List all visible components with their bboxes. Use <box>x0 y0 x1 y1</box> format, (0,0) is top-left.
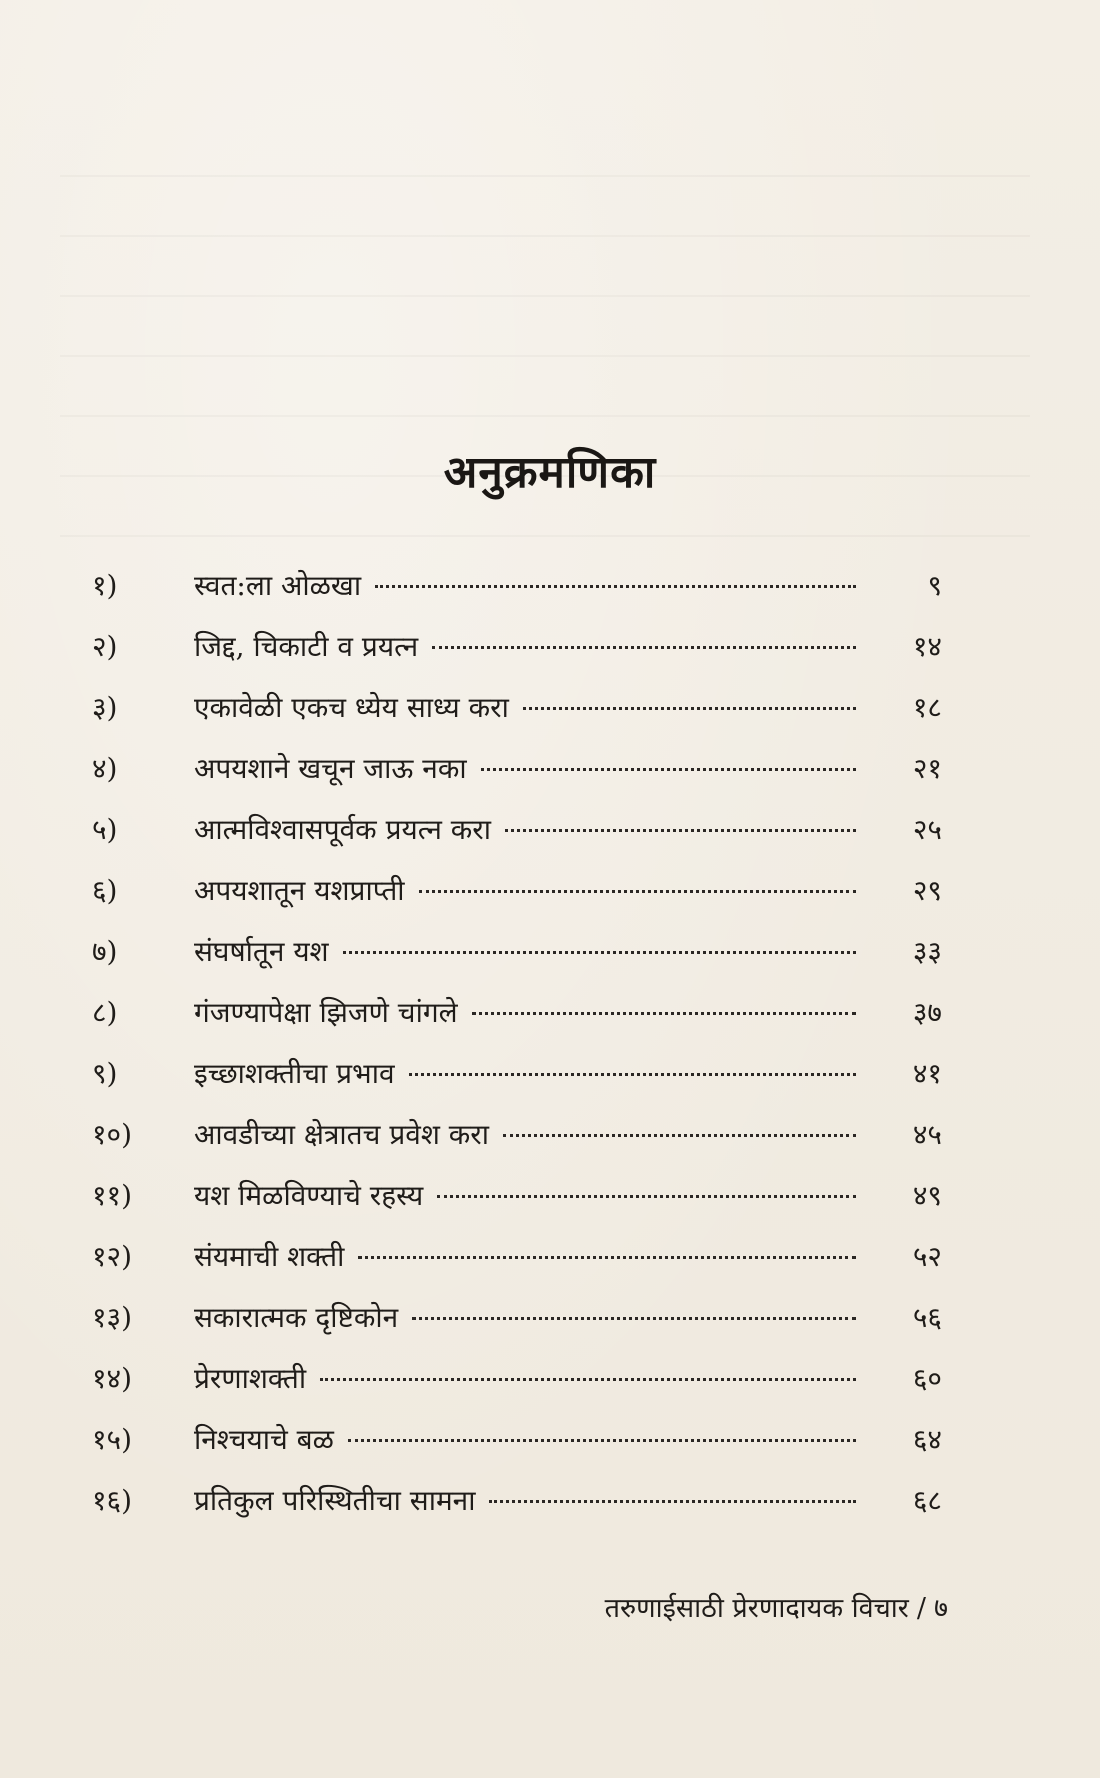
toc-entry-page: ५६ <box>912 1301 942 1334</box>
toc-entry-title: सकारात्मक दृष्टिकोन <box>194 1301 399 1334</box>
toc-entry <box>92 1481 942 1542</box>
toc-entry-title: निश्चयाचे बळ <box>194 1423 334 1456</box>
toc-entry <box>92 749 942 810</box>
toc-entry <box>92 1298 942 1359</box>
dot-leader <box>505 829 856 832</box>
toc-entry-page: ६० <box>912 1362 942 1395</box>
toc-entry-title: अपयशातून यशप्राप्ती <box>194 874 405 907</box>
toc-entry <box>92 1176 942 1237</box>
toc-entry <box>92 1115 942 1176</box>
toc-entry-title: जिद्द, चिकाटी व प्रयत्न <box>194 630 419 663</box>
footer-book-title: तरुणाईसाठी प्रेरणादायक विचार <box>604 1593 909 1624</box>
toc-entry-number: १४) <box>92 1362 133 1395</box>
bleed-through-line <box>60 415 1030 417</box>
bleed-through-line <box>60 535 1030 537</box>
toc-entry-title: यश मिळविण्याचे रहस्य <box>194 1179 424 1212</box>
dot-leader <box>412 1317 856 1320</box>
toc-entry-number: ११) <box>92 1179 133 1212</box>
toc-entry-title: आत्मविश्वासपूर्वक प्रयत्न करा <box>194 813 491 846</box>
dot-leader <box>523 707 856 710</box>
toc-entry-page: २१ <box>912 752 942 785</box>
toc-entry-title: आवडीच्या क्षेत्रातच प्रवेश करा <box>194 1118 489 1151</box>
bleed-through-line <box>60 355 1030 357</box>
toc-entry <box>92 993 942 1054</box>
toc-entry-page: ४५ <box>912 1118 942 1151</box>
toc-entry-number: ४) <box>92 752 118 785</box>
footer-separator: / <box>916 1593 926 1624</box>
toc-entry-page: १८ <box>912 691 942 724</box>
dot-leader <box>432 646 856 649</box>
toc-entry-number: १५) <box>92 1423 133 1456</box>
dot-leader <box>472 1012 856 1015</box>
toc-entry-page: ४९ <box>912 1179 942 1212</box>
toc-entry-number: ५) <box>92 813 118 846</box>
toc-entry <box>92 871 942 932</box>
toc-entry-page: १४ <box>912 630 942 663</box>
toc-entry-page: ५२ <box>912 1240 942 1273</box>
bleed-through-line <box>60 235 1030 237</box>
toc-entry-title: गंजण्यापेक्षा झिजणे चांगले <box>194 996 458 1029</box>
dot-leader <box>409 1073 856 1076</box>
toc-entry-page: २९ <box>912 874 942 907</box>
toc-entry <box>92 1420 942 1481</box>
toc-entry <box>92 566 942 627</box>
toc-entry-number: ८) <box>92 996 118 1029</box>
dot-leader <box>320 1378 856 1381</box>
toc-entry-number: ३) <box>92 691 118 724</box>
dot-leader <box>437 1195 856 1198</box>
bleed-through-line <box>60 295 1030 297</box>
toc-entry-number: १६) <box>92 1484 133 1517</box>
bleed-through-line <box>60 175 1030 177</box>
toc-entry-number: २) <box>92 630 118 663</box>
toc-entry-title: संघर्षातून यश <box>194 935 329 968</box>
toc-entry-page: ४१ <box>912 1057 942 1090</box>
toc-entry <box>92 1054 942 1115</box>
running-footer <box>605 1588 948 1625</box>
dot-leader <box>343 951 856 954</box>
page-title: अनुक्रमणिका <box>443 447 657 498</box>
toc-entry-page: ९ <box>927 569 942 602</box>
dot-leader <box>375 585 856 588</box>
toc-entry-title: इच्छाशक्तीचा प्रभाव <box>194 1057 395 1090</box>
dot-leader <box>481 768 856 771</box>
toc-entry-page: ३७ <box>912 996 942 1029</box>
dot-leader <box>419 890 856 893</box>
toc-entry-page: ६८ <box>912 1484 942 1517</box>
toc-entry-page: २५ <box>912 813 942 846</box>
toc-entry-title: स्वत:ला ओळखा <box>194 569 362 602</box>
dot-leader <box>503 1134 856 1137</box>
toc-entry-page: ६४ <box>912 1423 942 1456</box>
dot-leader <box>358 1256 856 1259</box>
toc-entry-title: अपयशाने खचून जाऊ नका <box>194 752 467 785</box>
toc-entry <box>92 810 942 871</box>
toc-entry-number: ९) <box>92 1057 118 1090</box>
toc-entry <box>92 627 942 688</box>
dot-leader <box>348 1439 856 1442</box>
toc-entry <box>92 932 942 993</box>
toc-entry-number: १२) <box>92 1240 133 1273</box>
toc-entry <box>92 688 942 749</box>
footer-page-number: ७ <box>933 1593 948 1624</box>
toc-entry-title: संयमाची शक्ती <box>194 1240 345 1273</box>
toc-entry-title: प्रेरणाशक्ती <box>194 1362 307 1395</box>
toc-entry-number: १) <box>92 569 118 602</box>
toc-entry-number: ६) <box>92 874 118 907</box>
toc-entry-number: ७) <box>92 935 118 968</box>
toc-entry-number: १०) <box>92 1118 133 1151</box>
toc-entry-number: १३) <box>92 1301 133 1334</box>
dot-leader <box>489 1500 856 1503</box>
table-of-contents <box>92 566 942 1542</box>
toc-entry-title: प्रतिकुल परिस्थितीचा सामना <box>194 1484 476 1517</box>
toc-entry-page: ३३ <box>912 935 942 968</box>
toc-entry-title: एकावेळी एकच ध्येय साध्य करा <box>194 691 509 724</box>
toc-entry <box>92 1359 942 1420</box>
toc-entry <box>92 1237 942 1298</box>
